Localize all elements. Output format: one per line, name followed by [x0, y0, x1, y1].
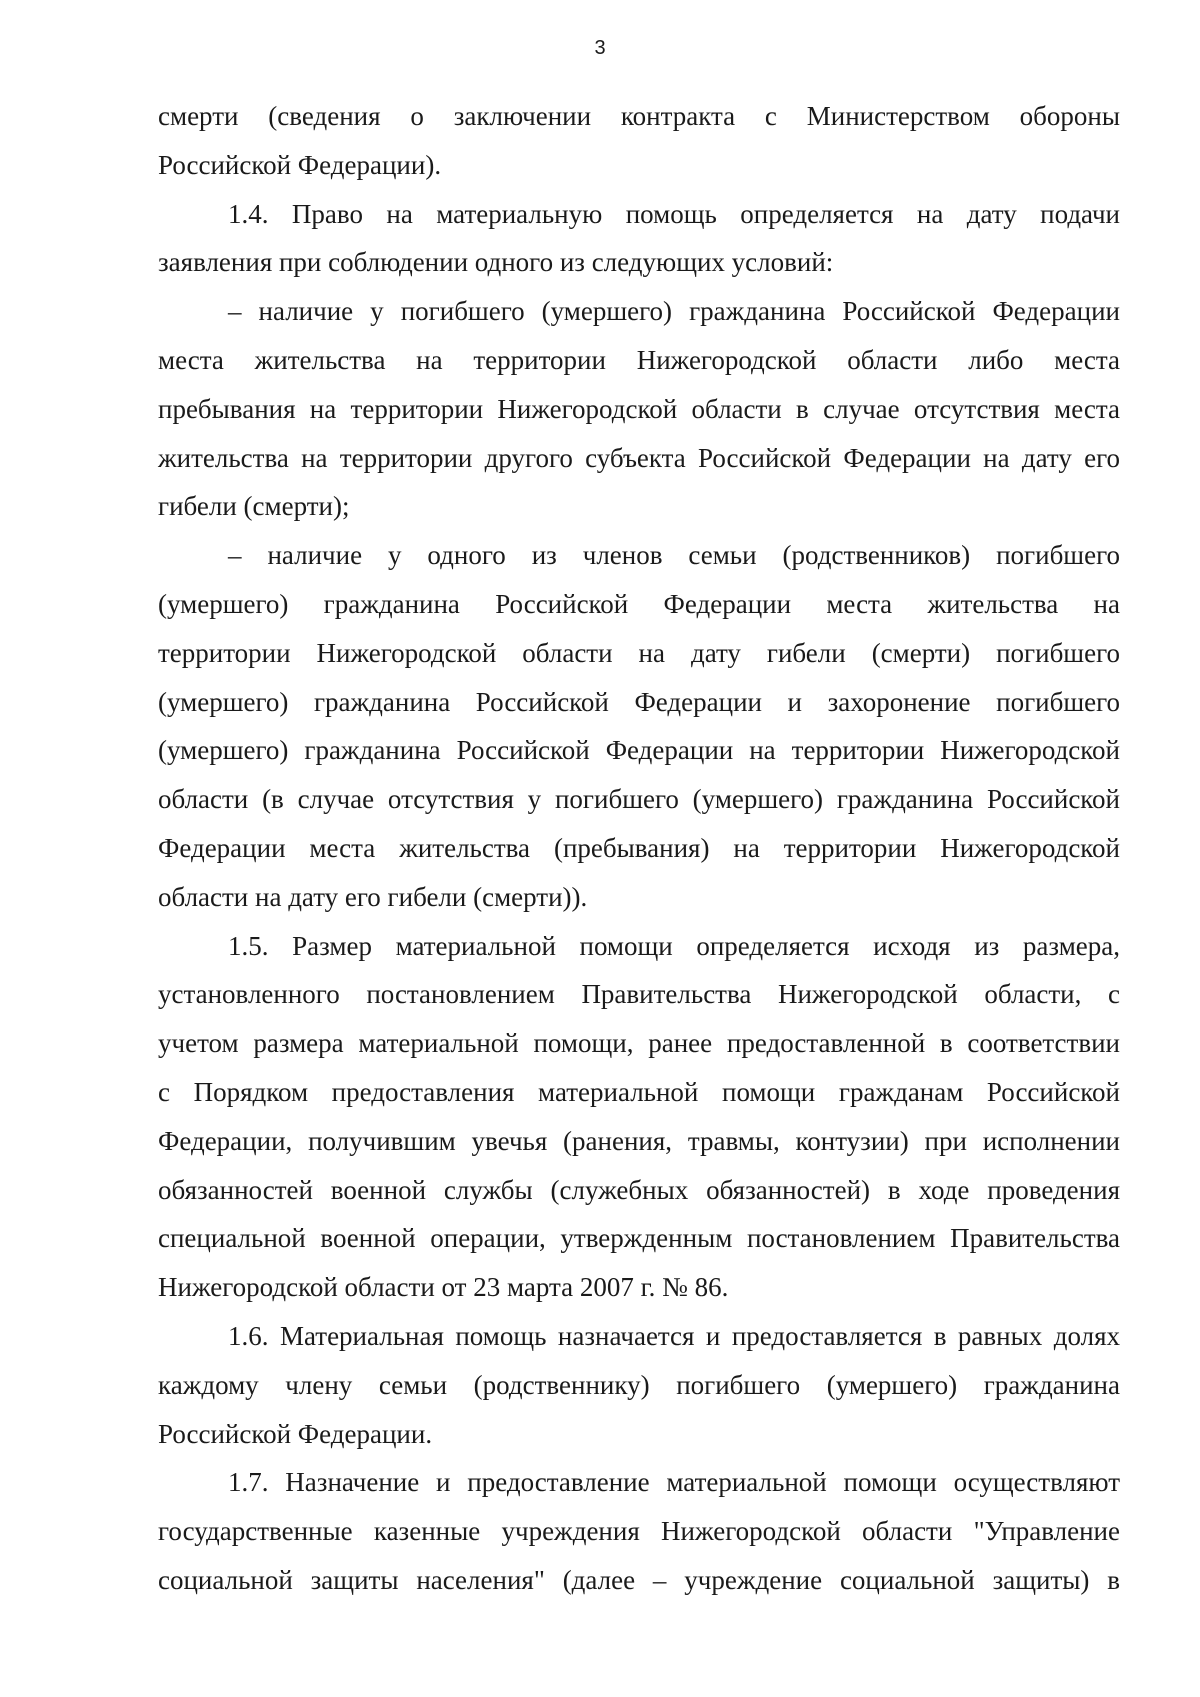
document-body [158, 92, 1120, 1605]
text-line: пребывания на территории Нижегородской области в случае отсутствия места [158, 393, 1120, 424]
text-line: учетом размера материальной помощи, ранее предоставленной в соответствии [158, 1028, 1120, 1059]
text-line: 1.6. Материальная помощь назначается и предоставляется в равных долях [228, 1320, 1120, 1351]
text-line: – наличие у погибшего (умершего) гражданина Российской Федерации [228, 296, 1120, 327]
text-line: области (в случае отсутствия у погибшего (умершего) гражданина Российской [158, 784, 1120, 815]
text-line: 1.5. Размер материальной помощи определяется исходя из размера, [228, 930, 1120, 961]
text-line: каждому члену семьи (родственнику) погибшего (умершего) гражданина [158, 1369, 1120, 1400]
paragraph-1-6 [158, 1312, 1120, 1458]
text-line: Федерации места жительства (пребывания) на территории Нижегородской [158, 832, 1120, 863]
page-number: 3 [594, 37, 606, 59]
text-line: с Порядком предоставления материальной помощи гражданам Российской [158, 1076, 1120, 1107]
text-line: территории Нижегородской области на дату гибели (смерти) погибшего [158, 637, 1120, 668]
text-line: Российской Федерации). [158, 149, 442, 180]
text-line: специальной военной операции, утвержденным постановлением Правительства [158, 1223, 1120, 1254]
paragraph-continuation [158, 92, 1120, 190]
paragraph-1-5 [158, 922, 1120, 1312]
text-line: обязанностей военной службы (служебных обязанностей) в ходе проведения [158, 1174, 1120, 1205]
text-line: 1.7. Назначение и предоставление материальной помощи осуществляют [228, 1467, 1120, 1498]
text-line: Нижегородской области от 23 марта 2007 г. № 86. [158, 1272, 729, 1303]
paragraph-condition-2 [158, 531, 1120, 921]
text-line: области на дату его гибели (смерти)). [158, 881, 588, 912]
text-line: социальной защиты населения" (далее – учреждение социальной защиты) в [158, 1564, 1120, 1595]
paragraph-1-4 [158, 190, 1120, 288]
text-line: места жительства на территории Нижегородской области либо места [158, 344, 1120, 375]
text-line: Федерации, получившим увечья (ранения, травмы, контузии) при исполнении [158, 1125, 1120, 1156]
text-line: (умершего) гражданина Российской Федерации и захоронение погибшего [158, 686, 1120, 717]
paragraph-1-7 [158, 1458, 1120, 1604]
text-line: (умершего) гражданина Российской Федерации места жительства на [158, 588, 1120, 619]
text-line: 1.4. Право на материальную помощь определяется на дату подачи [228, 198, 1120, 229]
text-line: Российской Федерации. [158, 1418, 433, 1449]
paragraph-condition-1 [158, 287, 1120, 531]
text-line: – наличие у одного из членов семьи (родственников) погибшего [228, 540, 1120, 571]
text-line: гибели (смерти); [158, 491, 350, 522]
text-line: жительства на территории другого субъекта Российской Федерации на дату его [158, 442, 1120, 473]
text-line: заявления при соблюдении одного из следующих условий: [158, 247, 834, 278]
text-line: установленного постановлением Правительства Нижегородской области, с [158, 979, 1120, 1010]
text-line: государственные казенные учреждения Нижегородской области "Управление [158, 1516, 1120, 1547]
text-line: смерти (сведения о заключении контракта с Министерством обороны [158, 101, 1120, 131]
text-line: (умершего) гражданина Российской Федерации на территории Нижегородской [158, 735, 1120, 766]
